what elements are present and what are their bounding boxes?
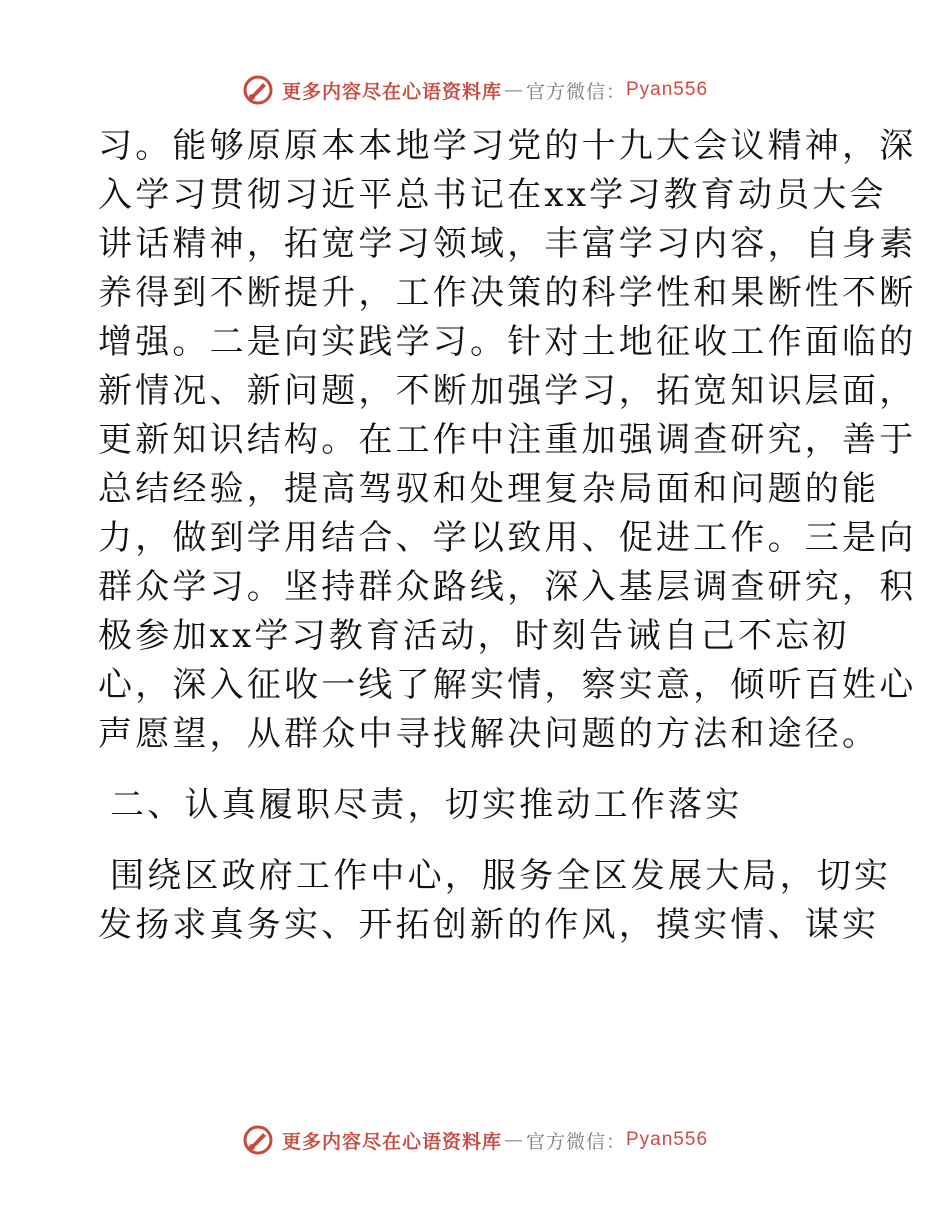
banner-separator: — [503, 79, 524, 101]
text-line: 养得到不断提升，工作决策的科学性和果断性不断 [98, 273, 917, 313]
header-banner [0, 70, 950, 110]
banner-main-text: 更多内容尽在心语资料库 [281, 1130, 502, 1153]
section-heading: 二、认真履职尽责，切实推动工作落实 [110, 785, 743, 825]
banner-wechat-id: Pyan556 [626, 79, 709, 100]
banner-separator: — [503, 1129, 524, 1151]
document-body [98, 122, 917, 950]
banner-text [282, 77, 708, 104]
brush-seal-icon [242, 1124, 274, 1156]
text-line: 力，做到学用结合、学以致用、促进工作。三是向 [98, 518, 917, 558]
text-line: 极参加xx学习教育活动，时刻告诫自己不忘初 [98, 616, 850, 656]
paragraph-2 [98, 852, 892, 950]
footer-banner [0, 1120, 950, 1160]
text-line: 更新知识结构。在工作中注重加强调查研究，善于 [98, 420, 917, 460]
text-line: 声愿望，从群众中寻找解决问题的方法和途径。 [98, 714, 880, 754]
paragraph-1 [98, 122, 917, 759]
brush-seal-icon [242, 74, 274, 106]
banner-text [282, 1127, 708, 1154]
text-line: 讲话精神，拓宽学习领域，丰富学习内容，自身素 [98, 224, 917, 264]
text-line: 总结经验，提高驾驭和处理复杂局面和问题的能 [98, 469, 880, 509]
banner-sub-text: 官方微信： [525, 80, 626, 103]
text-line: 增强。二是向实践学习。针对土地征收工作面临的 [98, 322, 917, 362]
text-line: 心，深入征收一线了解实情，察实意，倾听百姓心 [98, 665, 917, 705]
text-line: 习。能够原原本本地学习党的十九大会议精神，深 [98, 126, 917, 166]
text-line: 围绕区政府工作中心，服务全区发展大局，切实 [110, 856, 892, 896]
text-line: 发扬求真务实、开拓创新的作风，摸实情、谋实 [98, 905, 880, 945]
banner-sub-text: 官方微信： [525, 1130, 626, 1153]
banner-wechat-id: Pyan556 [626, 1129, 709, 1150]
text-line: 新情况、新问题，不断加强学习，拓宽知识层面， [98, 371, 917, 411]
text-line: 入学习贯彻习近平总书记在xx学习教育动员大会 [98, 175, 887, 215]
banner-main-text: 更多内容尽在心语资料库 [281, 80, 502, 103]
text-line: 群众学习。坚持群众路线，深入基层调查研究，积 [98, 567, 917, 607]
